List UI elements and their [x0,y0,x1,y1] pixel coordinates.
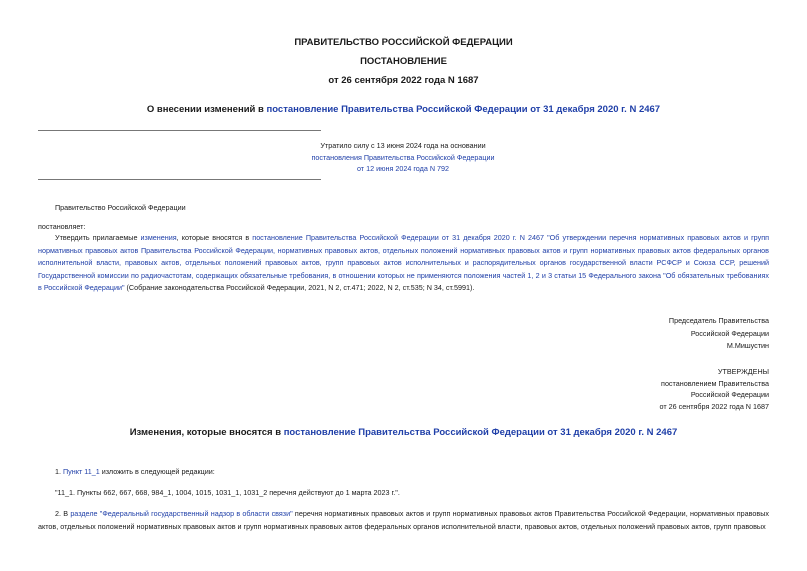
approved-org: Российской Федерации [690,390,769,399]
government-heading: ПРАВИТЕЛЬСТВО РОССИЙСКОЙ ФЕДЕРАЦИИ [294,37,513,48]
changes-heading [0,427,807,438]
title-prefix: О внесении изменений в [146,104,267,115]
signature-title: Председатель Правительства [668,316,769,325]
item-1 [55,466,215,479]
item-2 [38,508,769,533]
divider-bottom [38,179,321,180]
document-date: от 26 сентября 2022 года N 1687 [328,75,479,86]
divider-top [38,130,321,131]
p1-changes-link[interactable]: изменения [140,233,177,242]
body-decides: постановляет: [38,222,86,231]
status-line: Утратило силу с 13 июня 2024 года на основании [320,141,486,150]
approved-date: от 26 сентября 2022 года N 1687 [659,401,769,411]
p1-text-a: Утвердить прилагаемые [55,233,141,242]
p1-text-b: , которые вносятся в [176,233,253,242]
item-2-number: 2. В [55,509,71,518]
approved-label: УТВЕРЖДЕНЫ [717,367,769,376]
item-1-number: 1. [55,467,63,476]
status-link-decree[interactable]: постановления Правительства Российской Федерации [311,152,495,162]
signature-block [669,315,769,353]
body-government: Правительство Российской Федерации [55,203,186,212]
status-link-date[interactable]: от 12 июня 2024 года N 792 [356,164,450,173]
item-1-link[interactable]: Пункт 11_1 [63,467,100,476]
item-1-text: изложить в следующей редакции: [99,467,215,476]
approved-decree: постановлением Правительства [661,378,769,388]
changes-heading-prefix: Изменения, которые вносятся в [129,427,284,438]
p1-text-c: (Собрание законодательства Российской Федерации, 2021, N 2, ст.471; 2022, N 2, ст.535; N 34, ст.5991). [124,283,475,293]
body-paragraph [38,232,769,295]
signature-name: М.Мишустин [726,341,769,351]
p1-decree-link[interactable]: постановление Правительства Российской Федерации от 31 декабря 2020 г. N 2467 "Об утверждении перечня нормативных правовых актов и групп нормативных правовых актов Правительства Российской Федерации, нормативных правовых актов, отдельных положений нормативных правовых актов и групп нормативных правовых актов федеральных органов исполнительной власти, правовых актов, отдельных положений правовых актов, групп правовых актов исполнительных и распорядительных органов государственной власти РСФСР и Союза ССР, решений Государственной комиссии по радиочастотам, содержащих обязательные требования, в отношении которых не применяются положения частей 1, 2 и 3 статьи 15 Федерального закона "Об обязательных требованиях в Российской Федерации" [38,233,769,293]
status-note [238,140,568,175]
document-title [0,104,807,115]
item-1-quote: "11_1. Пункты 662, 667, 668, 984_1, 1004, 1015, 1031_1, 1031_2 перечня действуют до 1 марта 2023 г.". [55,488,400,497]
signature-org: Российской Федерации [690,328,769,338]
changes-heading-link[interactable]: постановление Правительства Российской Федерации от 31 декабря 2020 г. N 2467 [283,427,678,438]
item-2-text: перечня нормативных правовых актов и групп нормативных правовых актов Правительства Российской Федерации, нормативных правовых актов, отдельных положений нормативных правовых актов и групп нормативных правовых актов федеральных органов исполнительной власти, правовых актов, отдельных положений правовых актов, групп правовых [38,509,769,531]
item-2-link[interactable]: разделе "Федеральный государственный надзор в области связи" [70,509,293,518]
approved-block [660,366,769,412]
document-type: ПОСТАНОВЛЕНИЕ [360,56,447,67]
title-link[interactable]: постановление Правительства Российской Федерации от 31 декабря 2020 г. N 2467 [266,104,661,115]
